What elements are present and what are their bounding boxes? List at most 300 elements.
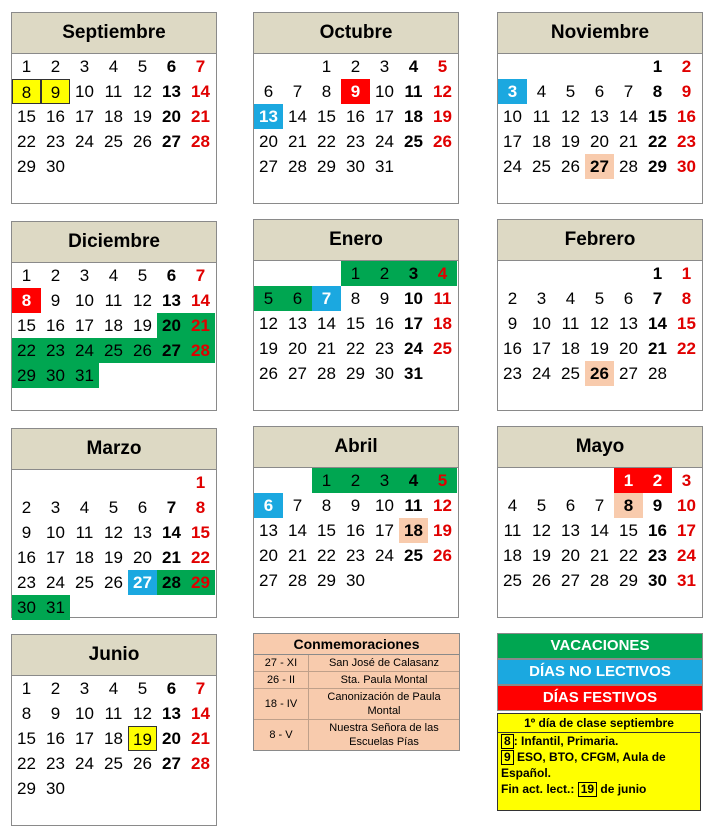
day-cell: 17 — [677, 521, 696, 540]
day-cell: 16 — [46, 316, 65, 335]
day-cell: 14 — [162, 523, 181, 542]
day-cell: 21 — [288, 132, 307, 151]
month-title: Octubre — [254, 13, 458, 54]
day-cell: 28 — [288, 157, 307, 176]
empty-day-cell — [556, 54, 585, 79]
day-cell: 30 — [375, 364, 394, 383]
day-cell: 16 — [46, 729, 65, 748]
empty-day-cell — [585, 261, 614, 286]
day-cell: 13 — [619, 314, 638, 333]
month-december — [11, 221, 217, 411]
empty-day-cell — [498, 261, 527, 286]
day-cell: 19 — [128, 726, 157, 751]
day-cell: 10 — [404, 289, 423, 308]
day-cell: 22 — [317, 132, 336, 151]
day-cell: 21 — [619, 132, 638, 151]
conmemoracion-row — [254, 655, 459, 672]
day-cell: 15 — [17, 107, 36, 126]
empty-day-cell — [99, 363, 128, 388]
empty-day-cell — [254, 468, 283, 493]
day-cell: 9 — [50, 704, 61, 723]
day-cell: 31 — [41, 595, 70, 620]
day-number-box: 8 — [501, 734, 514, 749]
day-cell: 5 — [536, 496, 547, 515]
conmemoraciones-title: Conmemoraciones — [254, 634, 459, 655]
day-number-box: 19 — [578, 782, 597, 797]
day-cell: 2 — [643, 468, 672, 493]
day-cell: 19 — [433, 521, 452, 540]
day-cell: 24 — [375, 132, 394, 151]
day-cell: 2 — [681, 57, 692, 76]
month-title: Diciembre — [12, 222, 216, 263]
day-cell: 6 — [283, 286, 312, 311]
conmemoracion-date: 26 - II — [254, 672, 309, 688]
day-cell: 27 — [561, 571, 580, 590]
day-grid — [12, 263, 216, 388]
day-cell: 1 — [21, 57, 32, 76]
day-cell: 29 — [648, 157, 667, 176]
day-cell: 25 — [404, 132, 423, 151]
month-september — [11, 12, 217, 204]
day-cell: 3 — [399, 261, 428, 286]
day-cell: 11 — [561, 314, 580, 333]
day-cell: 6 — [137, 498, 148, 517]
empty-day-cell — [128, 470, 157, 495]
day-cell: 17 — [75, 107, 94, 126]
day-cell: 23 — [46, 754, 65, 773]
day-cell: 17 — [532, 339, 551, 358]
day-cell: 11 — [404, 82, 423, 101]
day-cell: 18 — [433, 314, 452, 333]
day-cell: 18 — [75, 548, 94, 567]
day-cell: 18 — [104, 107, 123, 126]
day-cell: 26 — [433, 546, 452, 565]
day-cell: 9 — [652, 496, 663, 515]
day-cell: 9 — [21, 523, 32, 542]
month-june — [11, 634, 217, 826]
empty-day-cell — [312, 261, 341, 286]
day-cell: 26 — [128, 338, 157, 363]
day-cell: 10 — [503, 107, 522, 126]
conmemoraciones-box — [253, 633, 460, 751]
day-cell: 14 — [191, 291, 210, 310]
day-cell: 10 — [375, 496, 394, 515]
day-cell: 23 — [375, 339, 394, 358]
day-cell: 19 — [259, 339, 278, 358]
day-cell: 22 — [317, 546, 336, 565]
day-cell: 1 — [652, 57, 663, 76]
day-cell: 1 — [195, 473, 206, 492]
empty-day-cell — [428, 361, 457, 386]
day-cell: 31 — [404, 364, 423, 383]
day-cell: 29 — [346, 364, 365, 383]
day-cell: 22 — [12, 338, 41, 363]
empty-day-cell — [99, 595, 128, 620]
day-cell: 8 — [614, 493, 643, 518]
day-cell: 14 — [648, 314, 667, 333]
day-cell: 30 — [46, 157, 65, 176]
first-day-line-text: ESO, BTO, CFGM, Aula de Español. — [501, 750, 666, 780]
day-cell: 10 — [532, 314, 551, 333]
day-cell: 12 — [259, 314, 278, 333]
day-cell: 4 — [399, 468, 428, 493]
day-cell: 17 — [75, 729, 94, 748]
empty-day-cell — [498, 54, 527, 79]
day-cell: 6 — [263, 82, 274, 101]
day-grid — [254, 468, 458, 593]
day-cell: 26 — [259, 364, 278, 383]
month-title: Septiembre — [12, 13, 216, 54]
day-cell: 3 — [79, 57, 90, 76]
day-cell: 23 — [346, 132, 365, 151]
day-cell: 16 — [503, 339, 522, 358]
day-cell: 11 — [75, 523, 94, 542]
conmemoracion-date: 8 - V — [254, 720, 309, 750]
day-cell: 26 — [585, 361, 614, 386]
day-cell: 2 — [341, 468, 370, 493]
day-cell: 25 — [404, 546, 423, 565]
day-cell: 16 — [346, 107, 365, 126]
month-november — [497, 12, 703, 204]
day-cell: 19 — [561, 132, 580, 151]
day-cell: 19 — [433, 107, 452, 126]
day-cell: 20 — [288, 339, 307, 358]
day-cell: 5 — [137, 57, 148, 76]
conmemoracion-row — [254, 689, 459, 720]
day-cell: 12 — [532, 521, 551, 540]
first-day-box — [497, 713, 701, 811]
day-cell: 24 — [503, 157, 522, 176]
empty-day-cell — [283, 54, 312, 79]
day-cell: 28 — [288, 571, 307, 590]
day-cell: 20 — [157, 313, 186, 338]
day-cell: 13 — [162, 704, 181, 723]
day-cell: 17 — [375, 107, 394, 126]
month-october — [253, 12, 459, 204]
day-cell: 6 — [166, 57, 177, 76]
day-cell: 12 — [433, 496, 452, 515]
day-cell: 28 — [619, 157, 638, 176]
day-cell: 6 — [594, 82, 605, 101]
day-cell: 5 — [594, 289, 605, 308]
day-cell: 8 — [12, 288, 41, 313]
day-cell: 12 — [133, 704, 152, 723]
day-cell: 7 — [195, 266, 206, 285]
empty-day-cell — [614, 54, 643, 79]
day-cell: 3 — [370, 468, 399, 493]
day-grid — [12, 54, 216, 179]
day-cell: 23 — [346, 546, 365, 565]
day-cell: 18 — [532, 132, 551, 151]
month-title: Mayo — [498, 427, 702, 468]
day-cell: 27 — [259, 157, 278, 176]
day-cell: 13 — [259, 521, 278, 540]
day-cell: 4 — [108, 57, 119, 76]
day-cell: 24 — [75, 754, 94, 773]
day-cell: 1 — [681, 264, 692, 283]
day-cell: 30 — [46, 779, 65, 798]
day-cell: 16 — [375, 314, 394, 333]
day-number-box: 9 — [501, 750, 514, 765]
day-cell: 14 — [317, 314, 336, 333]
empty-day-cell — [12, 470, 41, 495]
day-cell: 7 — [292, 496, 303, 515]
day-cell: 31 — [375, 157, 394, 176]
empty-day-cell — [128, 595, 157, 620]
day-cell: 19 — [590, 339, 609, 358]
day-cell: 13 — [590, 107, 609, 126]
day-cell: 15 — [317, 521, 336, 540]
month-title: Febrero — [498, 220, 702, 261]
day-cell: 6 — [166, 679, 177, 698]
day-cell: 8 — [321, 496, 332, 515]
day-cell: 24 — [375, 546, 394, 565]
day-cell: 27 — [162, 754, 181, 773]
conmemoracion-date: 27 - XI — [254, 655, 309, 671]
day-cell: 10 — [75, 82, 94, 101]
day-cell: 25 — [561, 364, 580, 383]
day-cell: 11 — [104, 82, 123, 101]
day-cell: 11 — [104, 291, 123, 310]
day-cell: 6 — [254, 493, 283, 518]
day-cell: 28 — [590, 571, 609, 590]
day-cell: 20 — [259, 132, 278, 151]
empty-day-cell — [186, 776, 215, 801]
month-title: Enero — [254, 220, 458, 261]
day-cell: 20 — [590, 132, 609, 151]
day-cell: 8 — [350, 289, 361, 308]
day-cell: 11 — [104, 704, 123, 723]
day-cell: 19 — [133, 316, 152, 335]
day-cell: 8 — [652, 82, 663, 101]
day-cell: 14 — [288, 521, 307, 540]
day-cell: 18 — [404, 107, 423, 126]
day-cell: 20 — [619, 339, 638, 358]
day-cell: 27 — [157, 338, 186, 363]
day-cell: 19 — [133, 107, 152, 126]
first-day-line-text: Fin act. lect.: — [501, 782, 578, 796]
day-cell: 9 — [379, 289, 390, 308]
day-cell: 15 — [677, 314, 696, 333]
month-may — [497, 426, 703, 618]
empty-day-cell — [41, 470, 70, 495]
day-cell: 7 — [652, 289, 663, 308]
day-cell: 12 — [561, 107, 580, 126]
legend-vacaciones: VACACIONES — [497, 633, 703, 659]
day-cell: 7 — [312, 286, 341, 311]
day-cell: 30 — [12, 595, 41, 620]
day-cell: 29 — [619, 571, 638, 590]
empty-day-cell — [157, 154, 186, 179]
day-cell: 18 — [104, 316, 123, 335]
empty-day-cell — [585, 54, 614, 79]
day-cell: 29 — [17, 779, 36, 798]
first-day-line-suffix: de junio — [597, 782, 647, 796]
day-cell: 5 — [254, 286, 283, 311]
empty-day-cell — [399, 154, 428, 179]
conmemoracion-name: Nuestra Señora de las Escuelas Pías — [329, 722, 439, 748]
month-title: Noviembre — [498, 13, 702, 54]
day-cell: 25 — [104, 754, 123, 773]
day-cell: 24 — [532, 364, 551, 383]
day-cell: 16 — [17, 548, 36, 567]
day-cell: 6 — [166, 266, 177, 285]
empty-day-cell — [70, 776, 99, 801]
day-cell: 25 — [99, 338, 128, 363]
day-grid — [254, 261, 458, 386]
day-cell: 29 — [317, 571, 336, 590]
day-cell: 18 — [399, 518, 428, 543]
day-cell: 7 — [195, 679, 206, 698]
day-cell: 19 — [532, 546, 551, 565]
day-cell: 4 — [79, 498, 90, 517]
day-cell: 9 — [507, 314, 518, 333]
day-cell: 7 — [594, 496, 605, 515]
day-cell: 3 — [379, 57, 390, 76]
day-cell: 26 — [433, 132, 452, 151]
day-cell: 13 — [254, 104, 283, 129]
day-cell: 22 — [619, 546, 638, 565]
day-cell: 3 — [498, 79, 527, 104]
day-cell: 17 — [503, 132, 522, 151]
empty-day-cell — [254, 54, 283, 79]
day-cell: 30 — [346, 157, 365, 176]
day-cell: 2 — [507, 289, 518, 308]
day-cell: 4 — [108, 266, 119, 285]
day-cell: 5 — [137, 266, 148, 285]
day-grid — [498, 261, 702, 386]
conmemoracion-name: Sta. Paula Montal — [340, 674, 428, 686]
day-cell: 29 — [17, 157, 36, 176]
day-cell: 12 — [433, 82, 452, 101]
month-march — [11, 428, 217, 618]
day-cell: 1 — [321, 57, 332, 76]
empty-day-cell — [157, 363, 186, 388]
empty-day-cell — [527, 468, 556, 493]
day-cell: 19 — [104, 548, 123, 567]
day-cell: 6 — [565, 496, 576, 515]
day-cell: 2 — [370, 261, 399, 286]
day-cell: 9 — [41, 79, 70, 104]
day-cell: 7 — [166, 498, 177, 517]
empty-day-cell — [283, 468, 312, 493]
day-cell: 10 — [46, 523, 65, 542]
day-cell: 18 — [561, 339, 580, 358]
empty-day-cell — [99, 154, 128, 179]
empty-day-cell — [585, 468, 614, 493]
day-cell: 27 — [128, 570, 157, 595]
day-cell: 12 — [104, 523, 123, 542]
day-cell: 4 — [108, 679, 119, 698]
day-cell: 21 — [288, 546, 307, 565]
day-cell: 10 — [677, 496, 696, 515]
day-cell: 29 — [12, 363, 41, 388]
legend-no-lectivos: DÍAS NO LECTIVOS — [497, 659, 703, 685]
empty-day-cell — [428, 154, 457, 179]
day-cell: 23 — [41, 338, 70, 363]
day-cell: 24 — [46, 573, 65, 592]
day-cell: 2 — [350, 57, 361, 76]
month-january — [253, 219, 459, 411]
day-cell: 1 — [341, 261, 370, 286]
day-cell: 6 — [623, 289, 634, 308]
day-cell: 9 — [50, 291, 61, 310]
month-february — [497, 219, 703, 411]
day-cell: 13 — [162, 291, 181, 310]
empty-day-cell — [70, 595, 99, 620]
day-cell: 13 — [288, 314, 307, 333]
day-cell: 4 — [507, 496, 518, 515]
day-cell: 26 — [532, 571, 551, 590]
day-cell: 16 — [46, 107, 65, 126]
day-cell: 12 — [133, 291, 152, 310]
day-cell: 30 — [41, 363, 70, 388]
month-april — [253, 426, 459, 618]
day-cell: 15 — [17, 729, 36, 748]
day-cell: 28 — [317, 364, 336, 383]
day-cell: 1 — [652, 264, 663, 283]
day-cell: 24 — [404, 339, 423, 358]
day-cell: 15 — [619, 521, 638, 540]
day-cell: 9 — [681, 82, 692, 101]
day-cell: 21 — [186, 313, 215, 338]
empty-day-cell — [614, 261, 643, 286]
day-cell: 25 — [104, 132, 123, 151]
day-cell: 10 — [75, 704, 94, 723]
empty-day-cell — [399, 568, 428, 593]
day-cell: 30 — [346, 571, 365, 590]
day-cell: 27 — [259, 571, 278, 590]
empty-day-cell — [128, 363, 157, 388]
day-cell: 17 — [404, 314, 423, 333]
day-cell: 2 — [50, 57, 61, 76]
day-cell: 23 — [503, 364, 522, 383]
first-day-title: 1º día de clase septiembre — [498, 714, 700, 733]
day-cell: 13 — [162, 82, 181, 101]
day-cell: 29 — [186, 570, 215, 595]
day-cell: 14 — [191, 82, 210, 101]
day-grid — [498, 54, 702, 179]
day-cell: 11 — [503, 521, 522, 540]
day-cell: 25 — [433, 339, 452, 358]
day-cell: 21 — [590, 546, 609, 565]
day-cell: 30 — [648, 571, 667, 590]
day-cell: 3 — [79, 679, 90, 698]
day-cell: 15 — [346, 314, 365, 333]
day-cell: 31 — [70, 363, 99, 388]
month-title: Abril — [254, 427, 458, 468]
day-cell: 7 — [623, 82, 634, 101]
day-cell: 3 — [536, 289, 547, 308]
day-cell: 23 — [648, 546, 667, 565]
day-cell: 15 — [317, 107, 336, 126]
day-cell: 1 — [312, 468, 341, 493]
day-grid — [254, 54, 458, 179]
day-cell: 25 — [532, 157, 551, 176]
day-cell: 5 — [108, 498, 119, 517]
legend-festivos: DÍAS FESTIVOS — [497, 685, 703, 711]
empty-day-cell — [527, 54, 556, 79]
empty-day-cell — [99, 470, 128, 495]
first-day-line-text: : Infantil, Primaria. — [513, 734, 619, 748]
conmemoracion-row — [254, 720, 459, 750]
day-cell: 26 — [133, 132, 152, 151]
day-cell: 5 — [428, 468, 457, 493]
empty-day-cell — [527, 261, 556, 286]
day-cell: 9 — [350, 496, 361, 515]
day-cell: 20 — [162, 107, 181, 126]
day-cell: 8 — [195, 498, 206, 517]
